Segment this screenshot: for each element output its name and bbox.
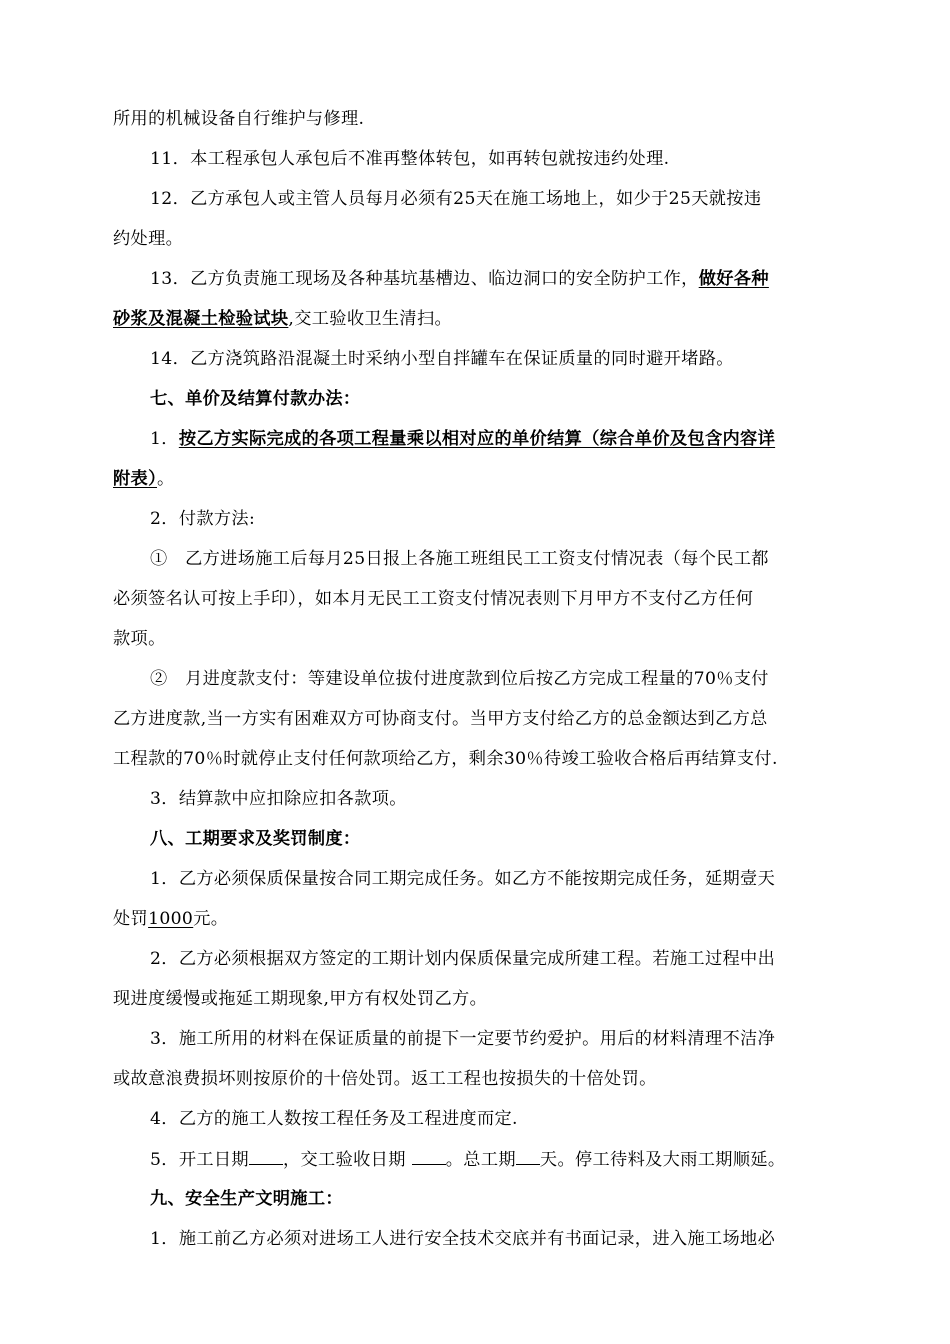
item-number: 1． (150, 429, 179, 449)
section-7-item-1-cont (113, 468, 175, 490)
section-7-item-3: 3．结算款中应扣除应扣各款项。 (150, 789, 407, 809)
clause-14: 14．乙方浇筑路沿混凝土时采纳小型自拌罐车在保证质量的同时避开堵路。 (150, 349, 734, 369)
acceptance-date-label: ，交工验收日期 (282, 1150, 406, 1170)
clause-13-text-cont: ,交工验收卫生清扫。 (288, 309, 453, 329)
section-heading-8: 八、工期要求及奖罚制度： (150, 829, 361, 849)
section-7-item-2: 2．付款方法: (150, 509, 256, 529)
total-period-label: 。总工期 (445, 1150, 516, 1170)
clause-13-emphasis-cont: 砂浆及混凝土检验试块 (113, 309, 289, 329)
clause-11: 11．本工程承包人承包后不准再整体转包，如再转包就按违约处理. (150, 149, 670, 169)
section-8-item-2: 2．乙方必须根据双方签定的工期计划内保质保量完成所建工程。若施工过程中出 (150, 949, 776, 969)
acceptance-date-blank (412, 1148, 446, 1165)
start-date-label: 5．开工日期 (150, 1150, 249, 1170)
total-period-suffix: 天。停工待料及大雨工期顺延。 (539, 1150, 786, 1170)
section-8-item-4: 4．乙方的施工人数按工程任务及工程进度而定. (150, 1109, 518, 1129)
clause-12-cont: 约处理。 (113, 229, 184, 249)
payment-point-2-cont2: 工程款的70％时就停止支付任何款项给乙方，剩余30％待竣工验收合格后再结算支付. (113, 749, 778, 769)
payment-point-1-cont: 必须签名认可按上手印），如本月无民工工资支付情况表则下月甲方不支付乙方任何 (113, 589, 754, 609)
payment-point-2: ② 月进度款支付：等建设单位拔付进度款到位后按乙方完成工程量的70％支付 (150, 669, 769, 689)
clause-13-text: 13．乙方负责施工现场及各种基坑基槽边、临边洞口的安全防护工作， (150, 269, 699, 289)
penalty-suffix: 元。 (193, 909, 229, 929)
section-8-item-3-cont: 或故意浪费损坏则按原价的十倍处罚。返工工程也按损失的十倍处罚。 (113, 1069, 657, 1089)
total-period-blank (516, 1148, 540, 1165)
penalty-amount: 1000 (148, 909, 194, 929)
section-8-item-1: 1．乙方必须保质保量按合同工期完成任务。如乙方不能按期完成任务，延期壹天 (150, 869, 776, 889)
section-7-item-1 (150, 428, 775, 450)
section-heading-9: 九、安全生产文明施工： (150, 1189, 343, 1209)
section-8-item-5 (150, 1148, 785, 1171)
payment-point-2-cont: 乙方进度款,当一方实有困难双方可协商支付。当甲方支付给乙方的总金额达到乙方总 (113, 709, 768, 729)
clause-13 (150, 268, 769, 290)
clause-13-emphasis: 做好各种 (698, 269, 769, 289)
section-8-item-2-cont: 现进度缓慢或拖延工期现象,甲方有权处罚乙方。 (113, 989, 488, 1009)
section-heading-7: 七、单价及结算付款办法： (150, 389, 361, 409)
item-1-end: 。 (157, 469, 175, 489)
payment-point-1: ① 乙方进场施工后每月25日报上各施工班组民工工资支付情况表（每个民工都 (150, 549, 769, 569)
penalty-prefix: 处罚 (113, 909, 149, 929)
start-date-blank (249, 1148, 283, 1165)
item-1-emphasis-cont: 附表） (113, 469, 158, 489)
item-1-emphasis: 按乙方实际完成的各项工程量乘以相对应的单价结算（综合单价及包含内容详 (178, 429, 776, 449)
clause-12: 12．乙方承包人或主管人员每月必须有25天在施工场地上，如少于25天就按违 (150, 189, 762, 209)
section-8-item-3: 3．施工所用的材料在保证质量的前提下一定要节约爱护。用后的材料清理不洁净 (150, 1029, 776, 1049)
payment-point-1-cont2: 款项。 (113, 629, 166, 649)
paragraph-line: 所用的机械设备自行维护与修理. (113, 109, 365, 129)
section-8-item-1-cont (113, 908, 228, 930)
clause-13-cont (113, 308, 452, 330)
section-9-item-1: 1．施工前乙方必须对进场工人进行安全技术交底并有书面记录，进入施工场地必 (150, 1229, 776, 1249)
